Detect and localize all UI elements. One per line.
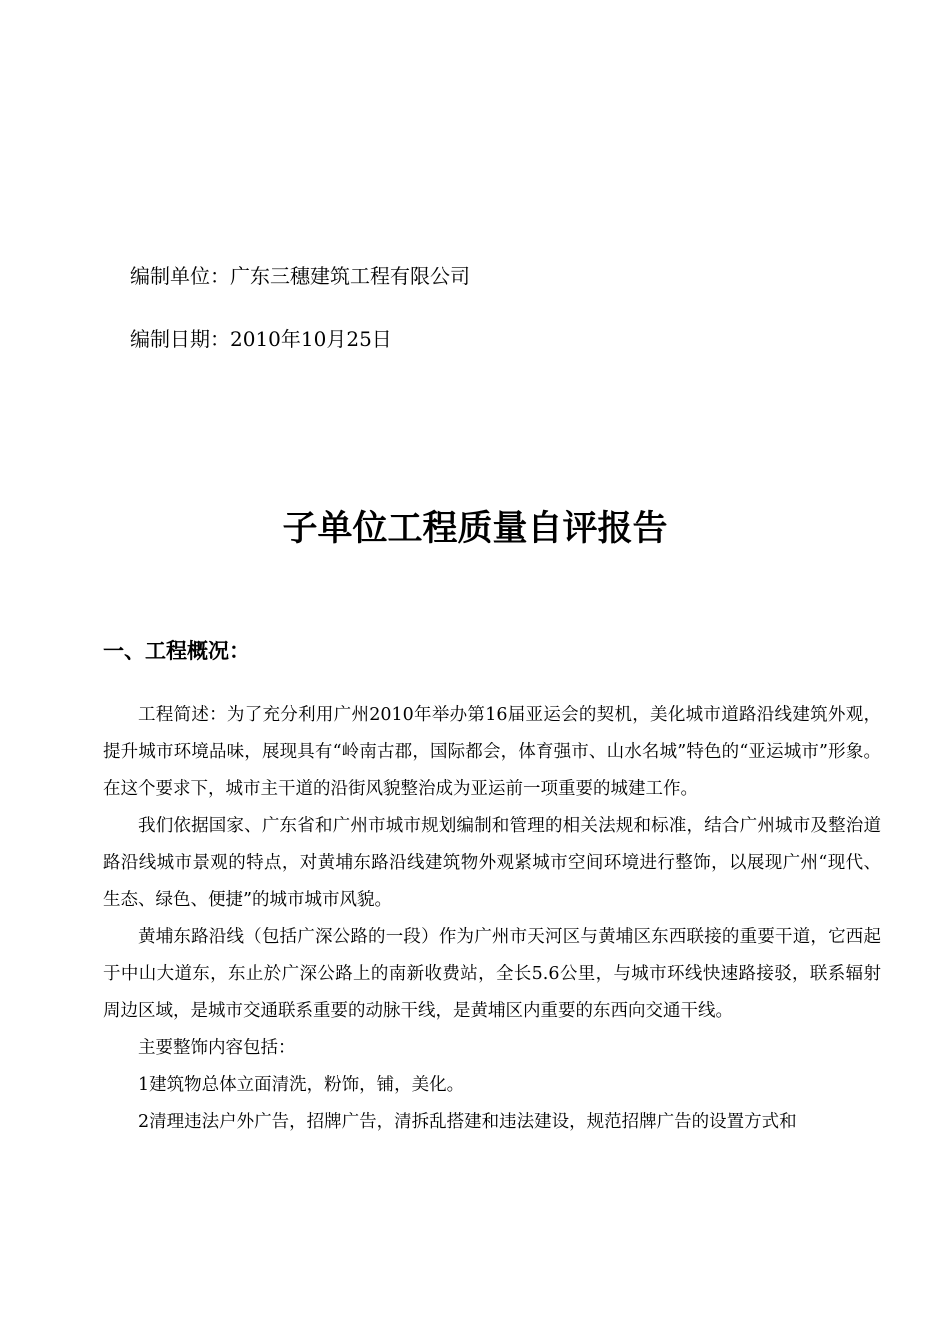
paragraph: 主要整饰内容包括： xyxy=(138,1038,296,1058)
paragraph: 工程简述：为了充分利用广州2010年举办第16届亚运会的契机，美化城市道路沿线建筑外观，提升城市环境品味，展现具有“岭南古郡，国际都会，体育强市、山水名城”特色的“亚运城市”形象。在这个要求下，城市主干道的沿街风貌整治成为亚运前一项重要的城建工作。 xyxy=(103,705,881,799)
document-title: 子单位工程质量自评报告 xyxy=(282,508,668,549)
paragraph: 1建筑物总体立面清洗，粉饰，铺，美化。 xyxy=(138,1075,465,1095)
section-body xyxy=(103,697,881,1141)
compiling-date: 编制日期：2010年10月25日 xyxy=(130,327,392,351)
paragraph: 黄埔东路沿线（包括广深公路的一段）作为广州市天河区与黄埔区东西联接的重要干道，它西起于中山大道东，东止於广深公路上的南新收费站，全长5.6公里，与城市环线快速路接驳，联系辐射周边区域，是城市交通联系重要的动脉干线，是黄埔区内重要的东西向交通干线。 xyxy=(103,927,881,1021)
section-heading: 一、工程概况： xyxy=(103,639,250,663)
paragraph: 我们依据国家、广东省和广州市城市规划编制和管理的相关法规和标准，结合广州城市及整治道路沿线城市景观的特点，对黄埔东路沿线建筑物外观紧城市空间环境进行整饰，以展现广州“现代、生态、绿色、便捷”的城市城市风貌。 xyxy=(103,816,881,910)
paragraph: 2清理违法户外广告，招牌广告，清拆乱搭建和违法建设，规范招牌广告的设置方式和 xyxy=(138,1112,797,1132)
compiling-unit: 编制单位：广东三穗建筑工程有限公司 xyxy=(130,264,470,288)
